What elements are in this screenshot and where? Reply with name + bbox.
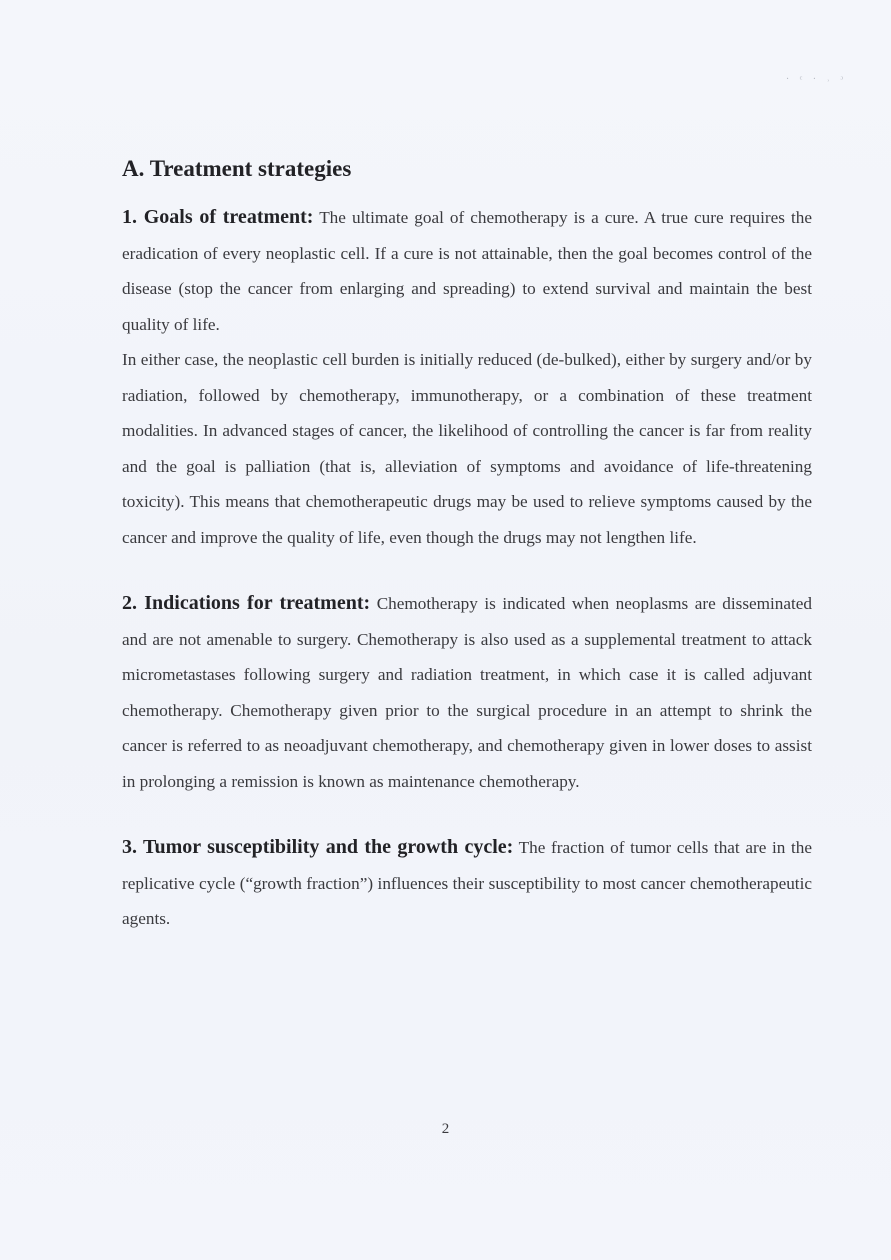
scan-mark: · ᶜ · ˒ ᵓ (785, 74, 847, 85)
paragraph-tumor-susceptibility (122, 830, 812, 937)
text-goals-of-treatment: The ultimate goal of chemotherapy is a cure. A true cure requires the eradication of every neoplastic cell. If a cure is not attainable, then the goal becomes control of the disease (stop the cancer from enlarging and spreading) to extend survival and maintain the best quality of life. (122, 208, 812, 334)
paragraph-goals-of-treatment (122, 200, 812, 342)
paragraph-either-case (122, 342, 812, 555)
paragraph-spacer (122, 555, 812, 586)
paragraph-spacer (122, 799, 812, 830)
paragraph-indications-for-treatment (122, 586, 812, 799)
text-either-case: In either case, the neoplastic cell burden is initially reduced (de-bulked), either by surgery and/or by radiation, followed by chemotherapy, immunotherapy, or a combination of these treatment modalities. In advanced stages of cancer, the likelihood of controlling the cancer is far from reality and the goal is palliation (that is, alleviation of symptoms and avoidance of life-threatening toxicity). This means that chemotherapeutic drugs may be used to relieve symptoms caused by the cancer and improve the quality of life, even though the drugs may not lengthen life. (122, 350, 812, 547)
page-content (122, 150, 812, 937)
page-number: 2 (441, 1121, 450, 1137)
text-tumor-susceptibility: The fraction of tumor cells that are in the replicative cycle (“growth fraction”) influences their susceptibility to most cancer chemotherapeutic agents. (122, 838, 812, 928)
heading-goals-of-treatment: 1. Goals of treatment: (122, 206, 314, 228)
section-title: A. Treatment strategies (122, 156, 352, 181)
heading-indications-for-treatment: 2. Indications for treatment: (122, 592, 371, 614)
heading-tumor-susceptibility: 3. Tumor susceptibility and the growth cycle: (122, 836, 514, 858)
text-indications-for-treatment: Chemotherapy is indicated when neoplasms are disseminated and are not amenable to surgery. Chemotherapy is also used as a supplemental treatment to attack micrometastases following surgery and radiation treatment, in which case it is called adjuvant chemotherapy. Chemotherapy given prior to the surgical procedure in an attempt to shrink the cancer is referred to as neoadjuvant chemotherapy, and chemotherapy given in lower doses to assist in prolonging a remission is known as maintenance chemotherapy. (122, 594, 812, 791)
